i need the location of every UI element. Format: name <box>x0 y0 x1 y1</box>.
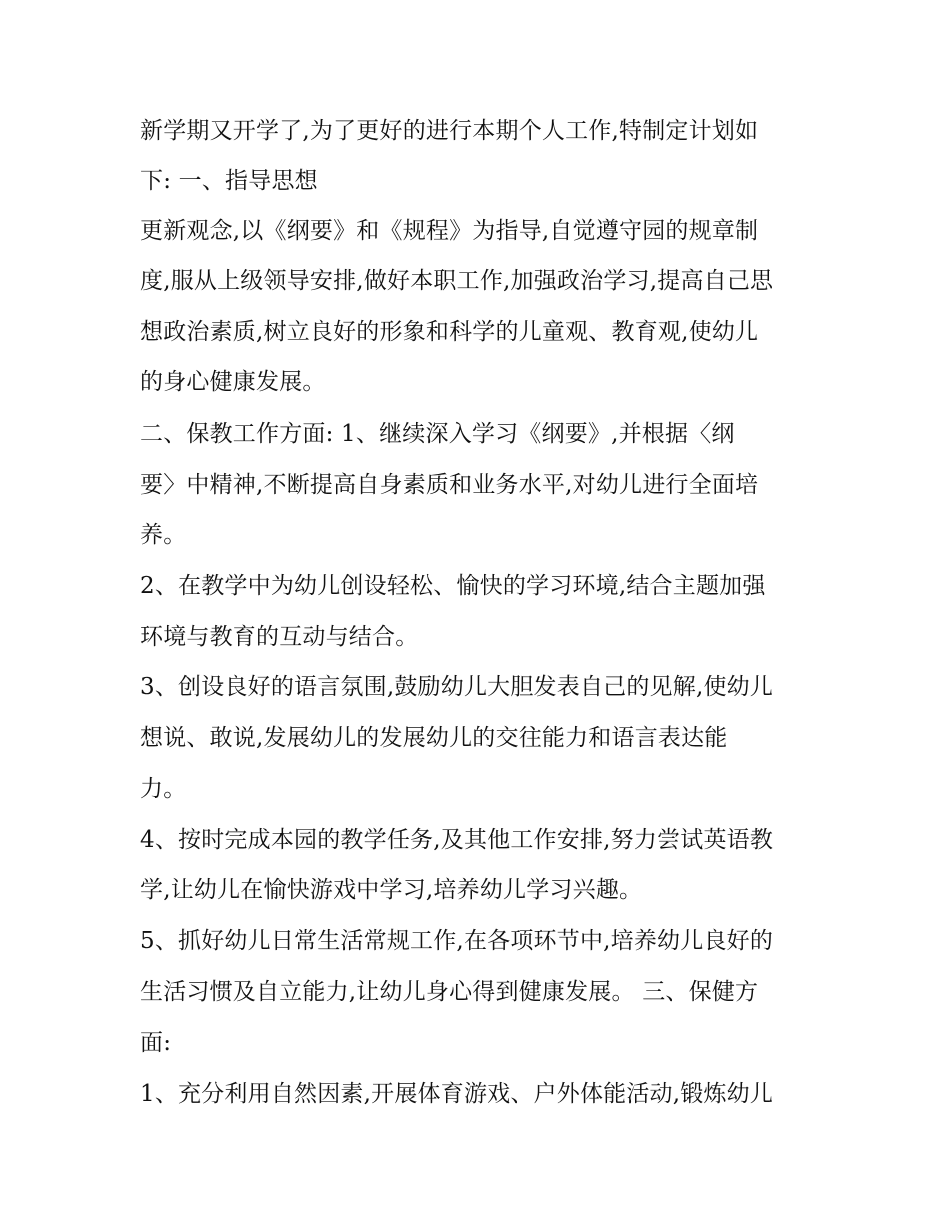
text-line: 的身心健康发展。 <box>140 369 326 395</box>
text-line: 力。 <box>140 776 187 802</box>
text-line: 生活习惯及自立能力,让幼儿身心得到健康发展。 三、保健方 <box>140 979 759 1005</box>
text-line: 4、按时完成本园的教学任务,及其他工作安排,努力尝试英语教 <box>140 827 774 853</box>
text-line: 二、保教工作方面: 1、继续深入学习《纲要》,并根据〈纲 <box>140 421 735 447</box>
text-line: 面: <box>140 1030 172 1056</box>
text-line: 1、充分利用自然因素,开展体育游戏、户外体能活动,锻炼幼儿 <box>140 1081 774 1107</box>
text-line: 下: 一、指导思想 <box>140 168 318 194</box>
text-line: 更新观念,以《纲要》和《规程》为指导,自觉遵守园的规章制 <box>140 218 759 244</box>
text-line: 养。 <box>140 522 187 548</box>
text-line: 度,服从上级领导安排,做好本职工作,加强政治学习,提高自己思 <box>140 268 774 294</box>
text-line: 新学期又开学了,为了更好的进行本期个人工作,特制定计划如 <box>140 118 759 144</box>
text-line: 2、在教学中为幼儿创设轻松、愉快的学习环境,结合主题加强 <box>140 573 766 599</box>
text-line: 想说、敢说,发展幼儿的发展幼儿的交往能力和语言表达能 <box>140 725 728 751</box>
text-line: 要〉中精神,不断提高自身素质和业务水平,对幼儿进行全面培 <box>140 472 759 498</box>
text-line: 5、抓好幼儿日常生活常规工作,在各项环节中,培养幼儿良好的 <box>140 928 774 954</box>
text-line: 环境与教育的互动与结合。 <box>140 624 419 650</box>
text-line: 想政治素质,树立良好的形象和科学的儿童观、教育观,使幼儿 <box>140 319 759 345</box>
text-line: 学,让幼儿在愉快游戏中学习,培养幼儿学习兴趣。 <box>140 877 643 903</box>
text-line: 3、创设良好的语言氛围,鼓励幼儿大胆发表自己的见解,使幼儿 <box>140 674 774 700</box>
